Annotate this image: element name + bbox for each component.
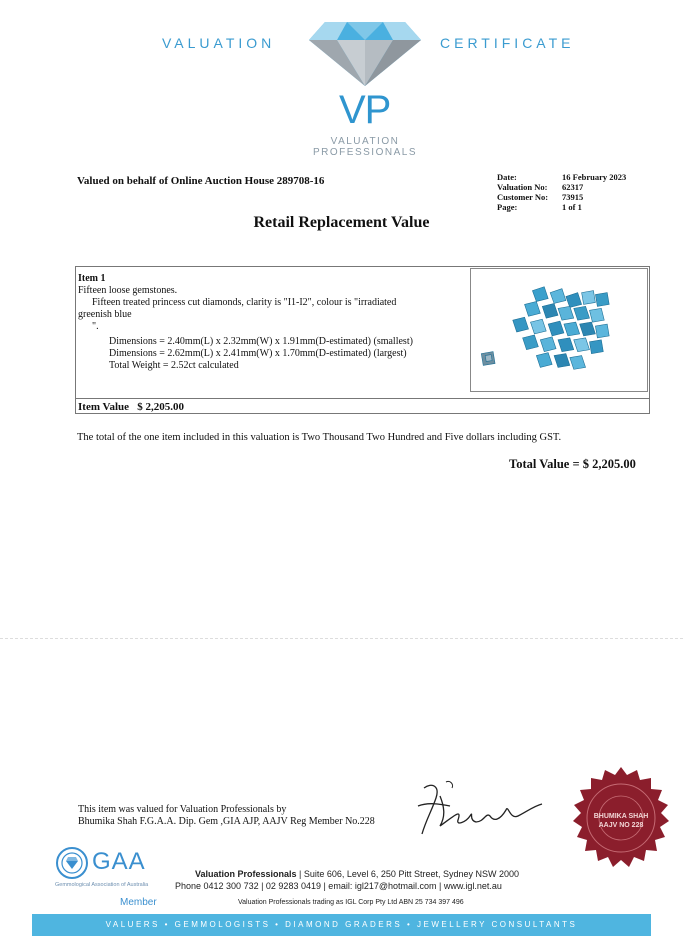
footer-band: VALUERS • GEMMOLOGISTS • DIAMOND GRADERS • JEWELLERY CONSULTANTS [32,914,651,936]
valuation-no-value: 62317 [562,182,584,192]
logo-initials: VP [339,88,391,132]
scan-line [0,638,683,639]
seal-number: AAJV NO 228 [598,822,644,829]
seal-text [582,812,660,830]
item-total-weight: Total Weight = 2.52ct calculated [109,360,239,371]
signature-image [410,776,550,840]
gaa-subtitle: Gemmological Association of Australia [55,882,149,888]
meta-values [562,172,662,212]
item-value-amount: $ 2,205.00 [137,401,185,413]
page-label: Page: [497,202,518,212]
gaa-logo: GAA [92,848,146,875]
item-line4: ". [92,321,99,332]
diamond-logo-icon [307,18,423,88]
item-line1: Fifteen loose gemstones. [78,285,178,296]
item-value-divider [75,398,650,399]
date-label: Date: [497,172,517,182]
item-heading: Item 1 [78,273,106,284]
total-value: Total Value = $ 2,205.00 [509,457,636,471]
footer-company: Valuation Professionals [195,869,297,879]
valued-by-line2: Bhumika Shah F.G.A.A. Dip. Gem ,GIA AJP, AAJV Reg Member No.228 [78,816,375,827]
footer-contact: Phone 0412 300 732 | 02 9283 0419 | email: igl217@hotmail.com | www.igl.net.au [175,881,502,891]
customer-no-value: 73915 [562,192,584,202]
meta-labels [497,172,567,212]
item-value [78,401,184,413]
item-line3: greenish blue [78,309,132,320]
item-description [78,273,463,372]
gaa-emblem-icon [55,846,89,880]
item-value-label: Item Value [78,401,130,413]
item-dim-large: Dimensions = 2.62mm(L) x 2.41mm(W) x 1.70mm(D-estimated) (largest) [109,348,407,359]
valued-by-line1: This item was valued for Valuation Professionals by [78,804,287,815]
footer-address: | Suite 606, Level 6, 250 Pitt Street, Sydney NSW 2000 [296,869,519,879]
logo-sub-line1: VALUATION [330,136,400,147]
blue-diamonds-photo [470,268,648,392]
valued-on-behalf: Valued on behalf of Online Auction House 289708-16 [77,175,325,187]
header-valuation-word: VALUATION [162,35,276,51]
logo-subtitle [300,136,430,158]
page-title: Retail Replacement Value [253,214,430,231]
footer-trading: Valuation Professionals trading as IGL Corp Pty Ltd ABN 25 734 397 496 [238,899,464,906]
summary-text: The total of the one item included in this valuation is Two Thousand Two Hundred and Five dollars including GST. [77,432,562,443]
logo-sub-line2: PROFESSIONALS [313,147,417,158]
item-line2: Fifteen treated princess cut diamonds, clarity is "I1-I2", colour is "irradiated [92,297,397,308]
customer-no-label: Customer No: [497,192,549,202]
date-value: 16 February 2023 [562,172,627,182]
footer-address-line [195,869,519,879]
gaa-member: Member [120,897,157,908]
header-certificate-word: CERTIFICATE [440,35,575,51]
seal-name: BHUMIKA SHAH [593,813,649,820]
valuation-no-label: Valuation No: [497,182,548,192]
page-value: 1 of 1 [562,202,582,212]
item-dim-small: Dimensions = 2.40mm(L) x 2.32mm(W) x 1.91mm(D-estimated) (smallest) [109,336,413,347]
valued-by [78,804,438,828]
